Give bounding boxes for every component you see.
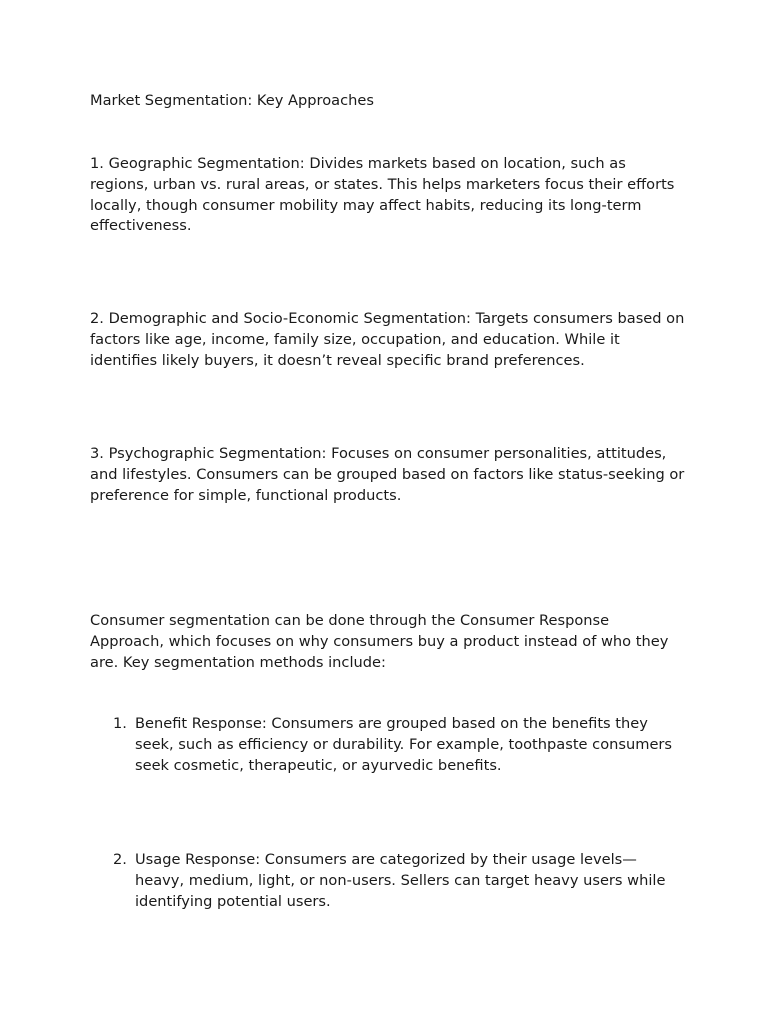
list-item-text: Benefit Response: Consumers are grouped based on the benefits they seek, such as efficiency or durability. For example, toothpaste consumers seek cosmetic, therapeutic, or ayurvedic benefits. [135,715,673,774]
document-title: Market Segmentation: Key Approaches [90,92,374,109]
paragraph-demographic-segmentation: 2. Demographic and Socio-Economic Segmentation: Targets consumers based on factors like age, income, family size, occupation, and education. While it identifies likely buyers, it doesn’t reveal specific brand preferences. [90,310,685,369]
list-item-usage-response [90,850,685,912]
list-item-benefit-response [90,714,685,776]
paragraph-geographic-segmentation: 1. Geographic Segmentation: Divides markets based on location, such as regions, urban vs. rural areas, or states. This helps marketers focus their efforts locally, though consumer mobility may affect habits, reducing its long-term effectiveness. [90,155,675,235]
list-item-number: 2. [113,851,127,868]
list-item-text: Usage Response: Consumers are categorized by their usage levels—heavy, medium, light, or non-users. Sellers can target heavy users while identifying potential users. [135,851,666,910]
paragraph-consumer-response-approach: Consumer segmentation can be done through the Consumer Response Approach, which focuses on why consumers buy a product instead of who they are. Key segmentation methods include: [90,612,669,671]
paragraph-psychographic-segmentation: 3. Psychographic Segmentation: Focuses on consumer personalities, attitudes, and lifestyles. Consumers can be grouped based on factors like status-seeking or preference for simple, functional products. [90,445,685,504]
list-item-number: 1. [113,715,127,732]
